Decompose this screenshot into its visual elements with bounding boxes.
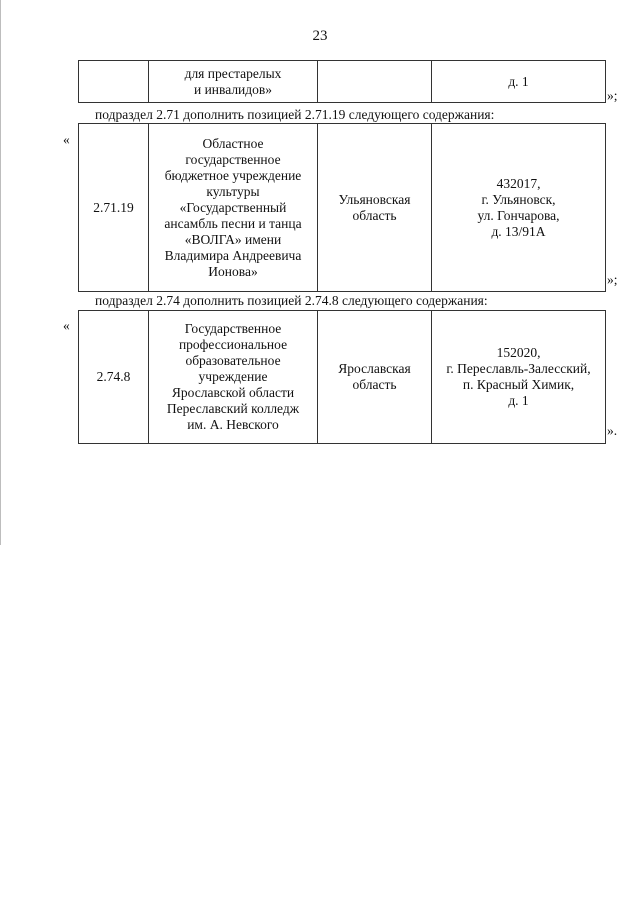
region-cell bbox=[318, 124, 432, 292]
page-number: 23 bbox=[312, 28, 328, 44]
region-line: Ульяновская bbox=[338, 191, 411, 207]
name-cell bbox=[149, 311, 318, 444]
name-line: ансамбль песни и танца bbox=[164, 215, 302, 231]
closing-quote: »; bbox=[607, 272, 618, 287]
address-cell: д. 1 bbox=[432, 61, 606, 103]
code-cell: 2.71.19 bbox=[79, 124, 149, 292]
code-cell: 2.74.8 bbox=[79, 311, 149, 444]
name-line: Переславский колледж bbox=[166, 401, 300, 416]
name-line: Владимира Андреевича bbox=[164, 247, 302, 263]
name-line: Областное bbox=[202, 135, 264, 151]
name-line: государственное bbox=[185, 151, 281, 167]
address-line: п. Красный Химик, bbox=[462, 377, 575, 392]
name-cell bbox=[149, 124, 318, 292]
address-line: д. 13/91А bbox=[491, 223, 546, 239]
subsection-2-74-heading: подраздел 2.74 дополнить позицией 2.74.8 следующего содержания: bbox=[95, 293, 488, 308]
region-cell bbox=[318, 61, 432, 103]
address-cell bbox=[432, 311, 606, 444]
name-line: Ярославской области bbox=[171, 385, 295, 400]
address-line: г. Переславль-Залесский, bbox=[446, 361, 591, 376]
subsection-2-71-heading: подраздел 2.71 дополнить позицией 2.71.19 следующего содержания: bbox=[95, 107, 495, 122]
address-line: 152020, bbox=[496, 345, 541, 360]
name-line: профессиональное bbox=[178, 337, 288, 352]
name-line: им. А. Невского bbox=[187, 417, 279, 432]
region-line: область bbox=[352, 377, 397, 392]
region-line: область bbox=[352, 207, 397, 223]
name-line: культуры bbox=[206, 183, 260, 199]
region-cell bbox=[318, 311, 432, 444]
address-cell bbox=[432, 124, 606, 292]
region-line: Ярославская bbox=[338, 361, 411, 376]
fragment-table bbox=[78, 60, 606, 103]
scan-edge-line bbox=[0, 0, 1, 545]
name-line: и инвалидов» bbox=[193, 81, 273, 97]
closing-quote: ». bbox=[607, 423, 618, 438]
entry-2-74-8-table bbox=[78, 310, 606, 444]
opening-quote: « bbox=[63, 318, 70, 333]
name-line: Государственное bbox=[184, 321, 282, 336]
address-line: 432017, bbox=[496, 175, 541, 191]
name-line: «ВОЛГА» имени bbox=[184, 231, 282, 247]
address-line: ул. Гончарова, bbox=[477, 207, 560, 223]
code-cell bbox=[79, 61, 149, 103]
name-line: учреждение bbox=[198, 369, 268, 384]
entry-2-71-19-table bbox=[78, 123, 606, 292]
name-line: «Государственный bbox=[179, 199, 287, 215]
table-row bbox=[79, 124, 606, 292]
address-line: д. 1 bbox=[508, 393, 529, 408]
name-line: Ионова» bbox=[208, 263, 258, 279]
table-row bbox=[79, 61, 606, 103]
name-line: бюджетное учреждение bbox=[164, 167, 302, 183]
opening-quote: « bbox=[63, 132, 70, 147]
name-line: для престарелых bbox=[184, 65, 282, 81]
address-line: г. Ульяновск, bbox=[481, 191, 556, 207]
closing-quote: »; bbox=[607, 88, 618, 103]
table-row bbox=[79, 311, 606, 444]
name-cell bbox=[149, 61, 318, 103]
name-line: образовательное bbox=[185, 353, 281, 368]
